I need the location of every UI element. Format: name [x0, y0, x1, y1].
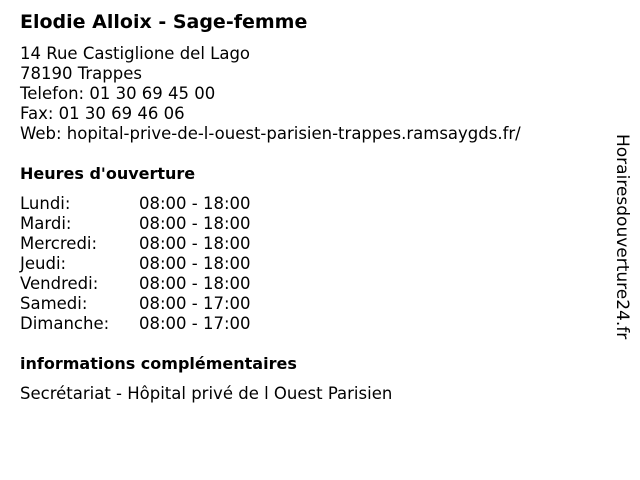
city-postal: 78190 Trappes [20, 64, 142, 83]
page-title: Elodie Alloix - Sage-femme [20, 11, 308, 33]
opening-hours-heading: Heures d'ouverture [20, 164, 196, 183]
hours-row-friday [20, 274, 280, 294]
phone-number: Telefon: 01 30 69 45 00 [20, 84, 216, 103]
hours-row-saturday [20, 294, 280, 314]
day-label: Vendredi: [20, 274, 99, 293]
day-label: Samedi: [20, 294, 88, 313]
hours-row-tuesday [20, 214, 280, 234]
time-range: 08:00 - 17:00 [139, 314, 251, 333]
day-label: Lundi: [20, 194, 71, 213]
time-range: 08:00 - 18:00 [139, 234, 251, 253]
day-label: Dimanche: [20, 314, 110, 333]
time-range: 08:00 - 17:00 [139, 294, 251, 313]
time-range: 08:00 - 18:00 [139, 214, 251, 233]
time-range: 08:00 - 18:00 [139, 254, 251, 273]
street-address: 14 Rue Castiglione del Lago [20, 44, 251, 63]
time-range: 08:00 - 18:00 [139, 194, 251, 213]
day-label: Mardi: [20, 214, 72, 233]
day-label: Mercredi: [20, 234, 98, 253]
additional-info-heading: informations complémentaires [20, 354, 297, 373]
opening-hours-table [20, 194, 280, 334]
additional-info-text: Secrétariat - Hôpital privé de l Ouest Parisien [20, 384, 393, 403]
day-label: Jeudi: [20, 254, 67, 273]
site-brand-text: Horairesdouverture24.fr [612, 134, 632, 340]
site-brand-vertical [612, 134, 634, 370]
fax-number: Fax: 01 30 69 46 06 [20, 104, 185, 123]
time-range: 08:00 - 18:00 [139, 274, 251, 293]
hours-row-thursday [20, 254, 280, 274]
hours-row-wednesday [20, 234, 280, 254]
address-block [20, 44, 521, 144]
website: Web: hopital-prive-de-l-ouest-parisien-trappes.ramsaygds.fr/ [20, 124, 521, 143]
hours-row-monday [20, 194, 280, 214]
hours-row-sunday [20, 314, 280, 334]
